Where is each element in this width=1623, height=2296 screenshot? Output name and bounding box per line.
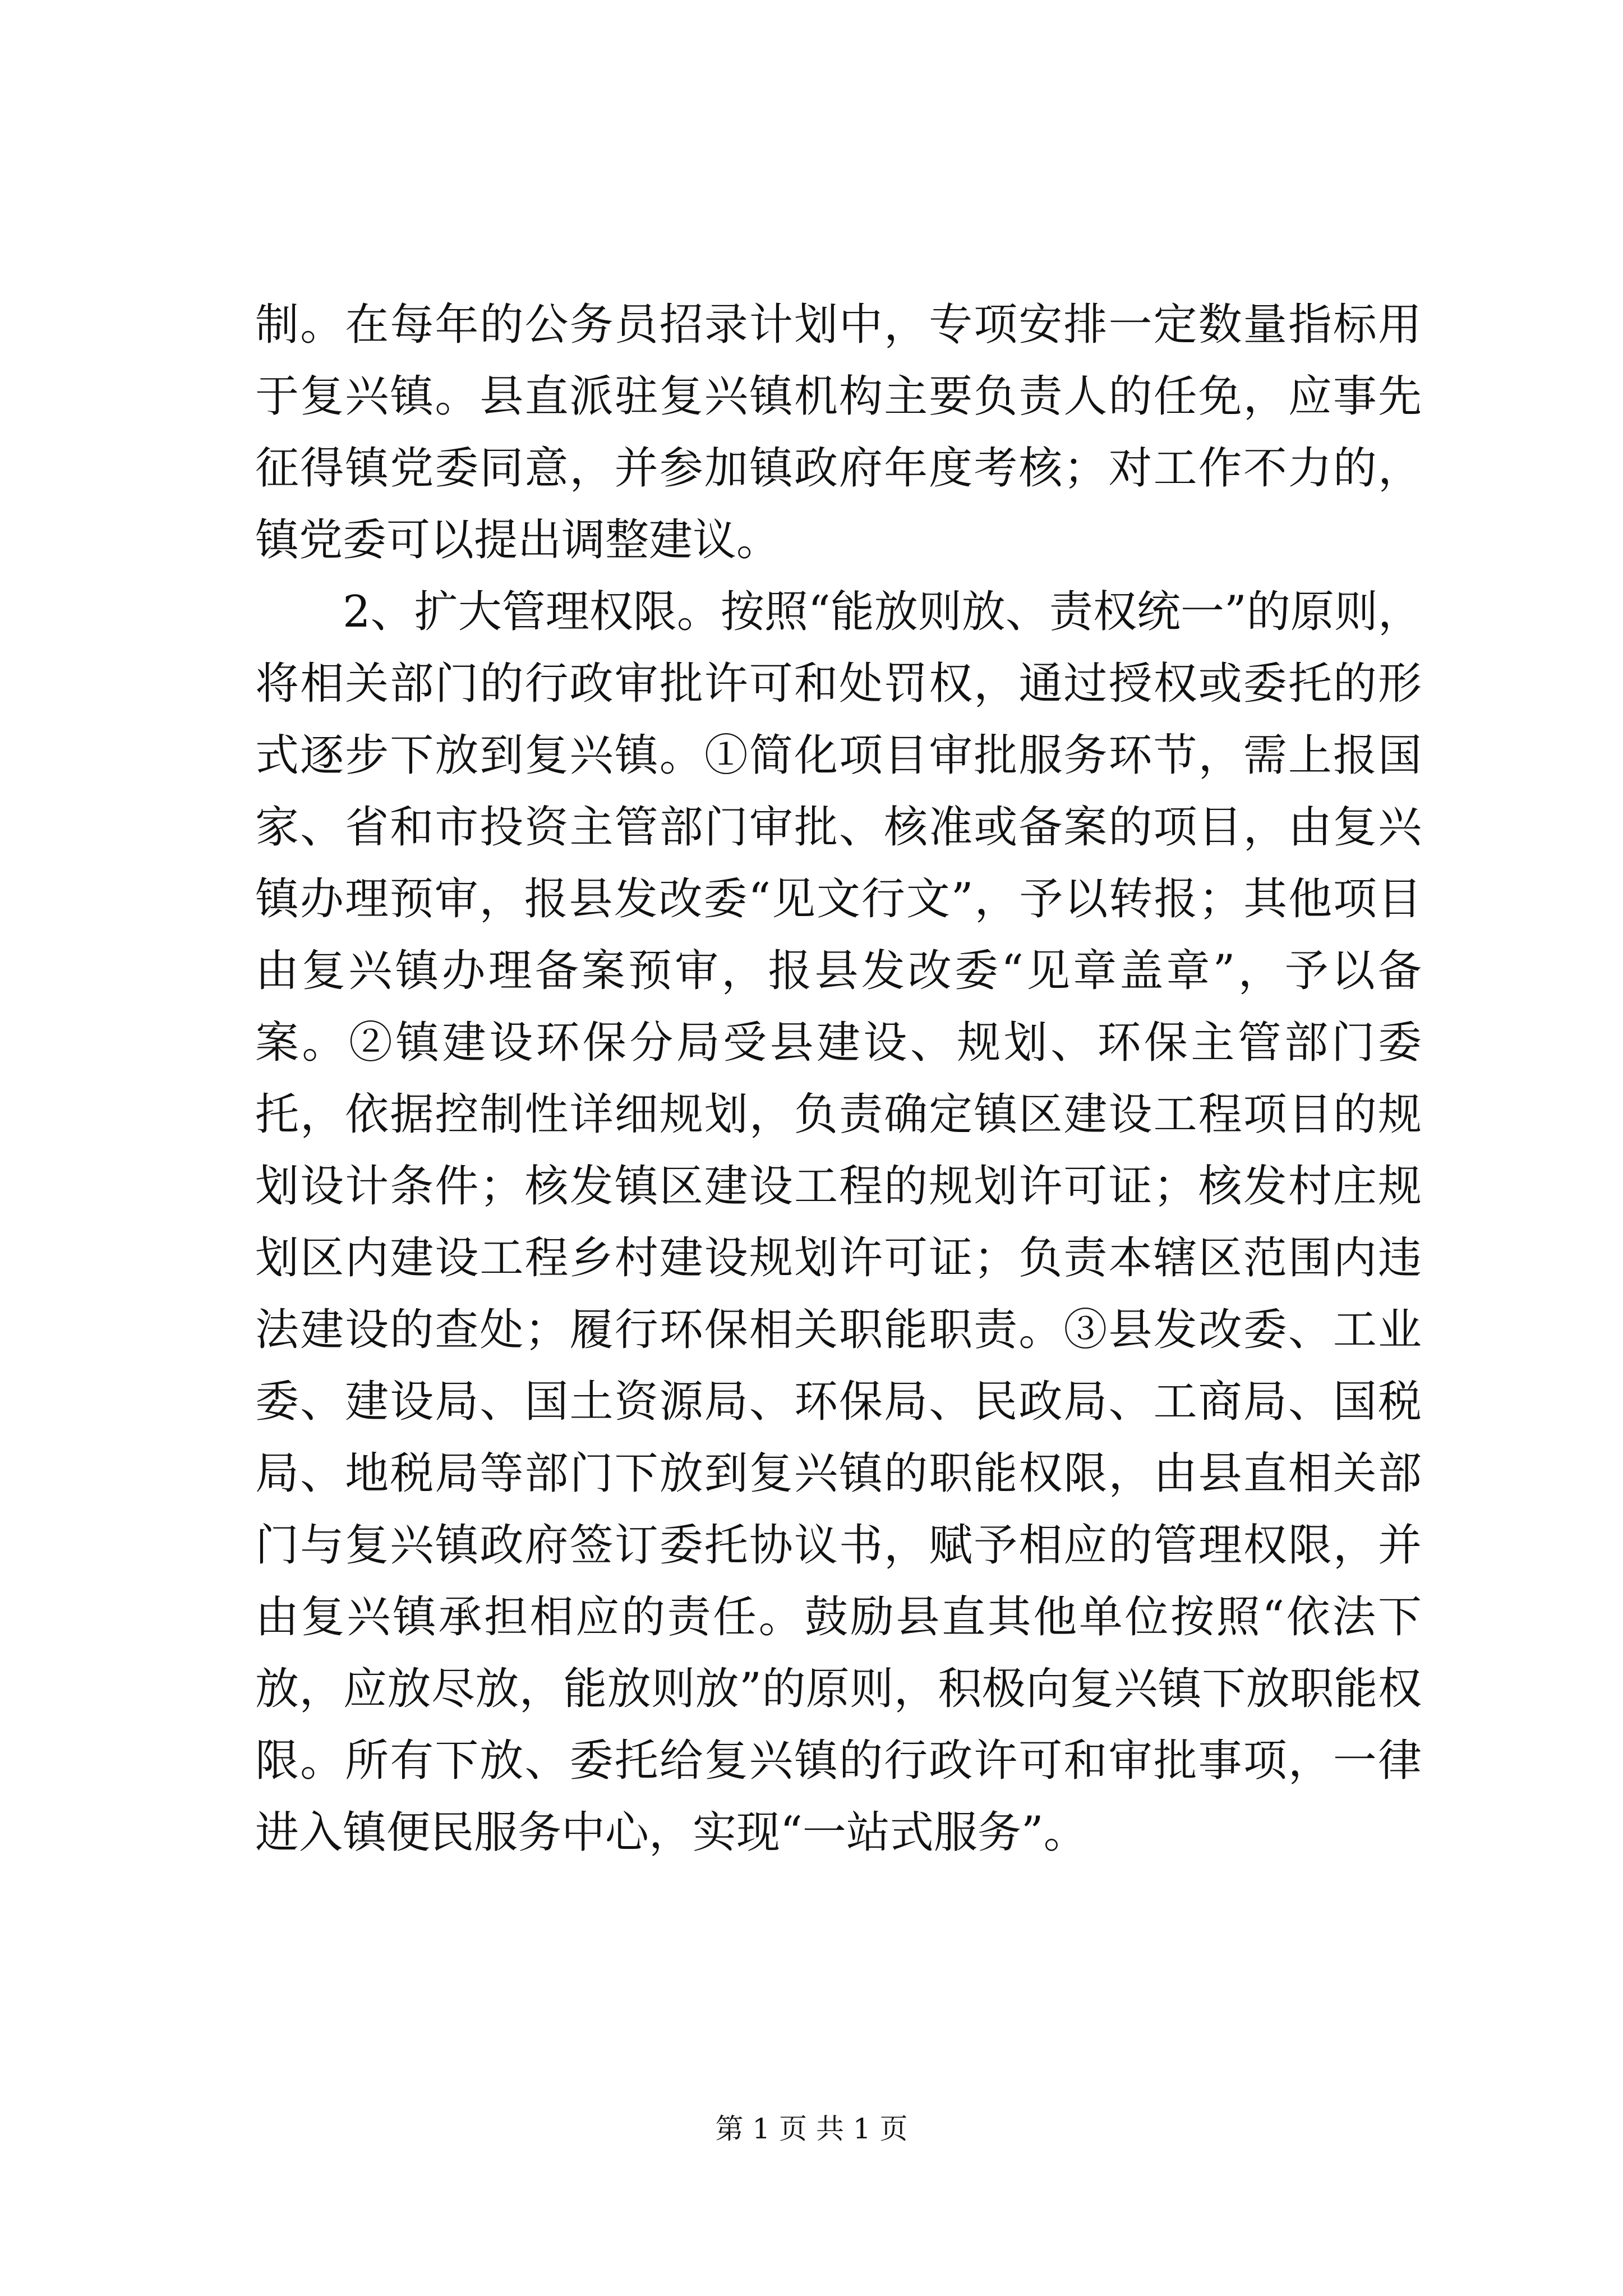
paragraph-continuation: 制。在每年的公务员招录计划中，专项安排一定数量指标用于复兴镇。县直派驻复兴镇机构主要负责人的任免，应事先征得镇党委同意，并参加镇政府年度考核；对工作不力的，镇党委可以提出调整建议。	[255, 300, 1422, 565]
paragraph-expand-authority: 2、扩大管理权限。按照“能放则放、责权统一”的原则，将相关部门的行政审批许可和处罚权，通过授权或委托的形式逐步下放到复兴镇。①简化项目审批服务环节，需上报国家、省和市投资主管部门审批、核准或备案的项目，由复兴镇办理预审，报县发改委“见文行文”，予以转报；其他项目由复兴镇办理备案预审，报县发改委“见章盖章”，予以备案。②镇建设环保分局受县建设、规划、环保主管部门委托，依据控制性详细规划，负责确定镇区建设工程项目的规划设计条件；核发镇区建设工程的规划许可证；核发村庄规划区内建设工程乡村建设规划许可证；负责本辖区范围内违法建设的查处；履行环保相关职能职责。③县发改委、工业委、建设局、国土资源局、环保局、民政局、工商局、国税局、地税局等部门下放到复兴镇的职能权限，由县直相关部门与复兴镇政府签订委托协议书，赋予相应的管理权限，并由复兴镇承担相应的责任。鼓励县直其他单位按照“依法下放，应放尽放，能放则放”的原则，积极向复兴镇下放职能权限。所有下放、委托给复兴镇的行政许可和审批事项，一律进入镇便民服务中心，实现“一站式服务”。	[255, 587, 1422, 1858]
page-footer: 第 1 页 共 1 页	[715, 2113, 908, 2145]
document-body	[255, 289, 1422, 1869]
